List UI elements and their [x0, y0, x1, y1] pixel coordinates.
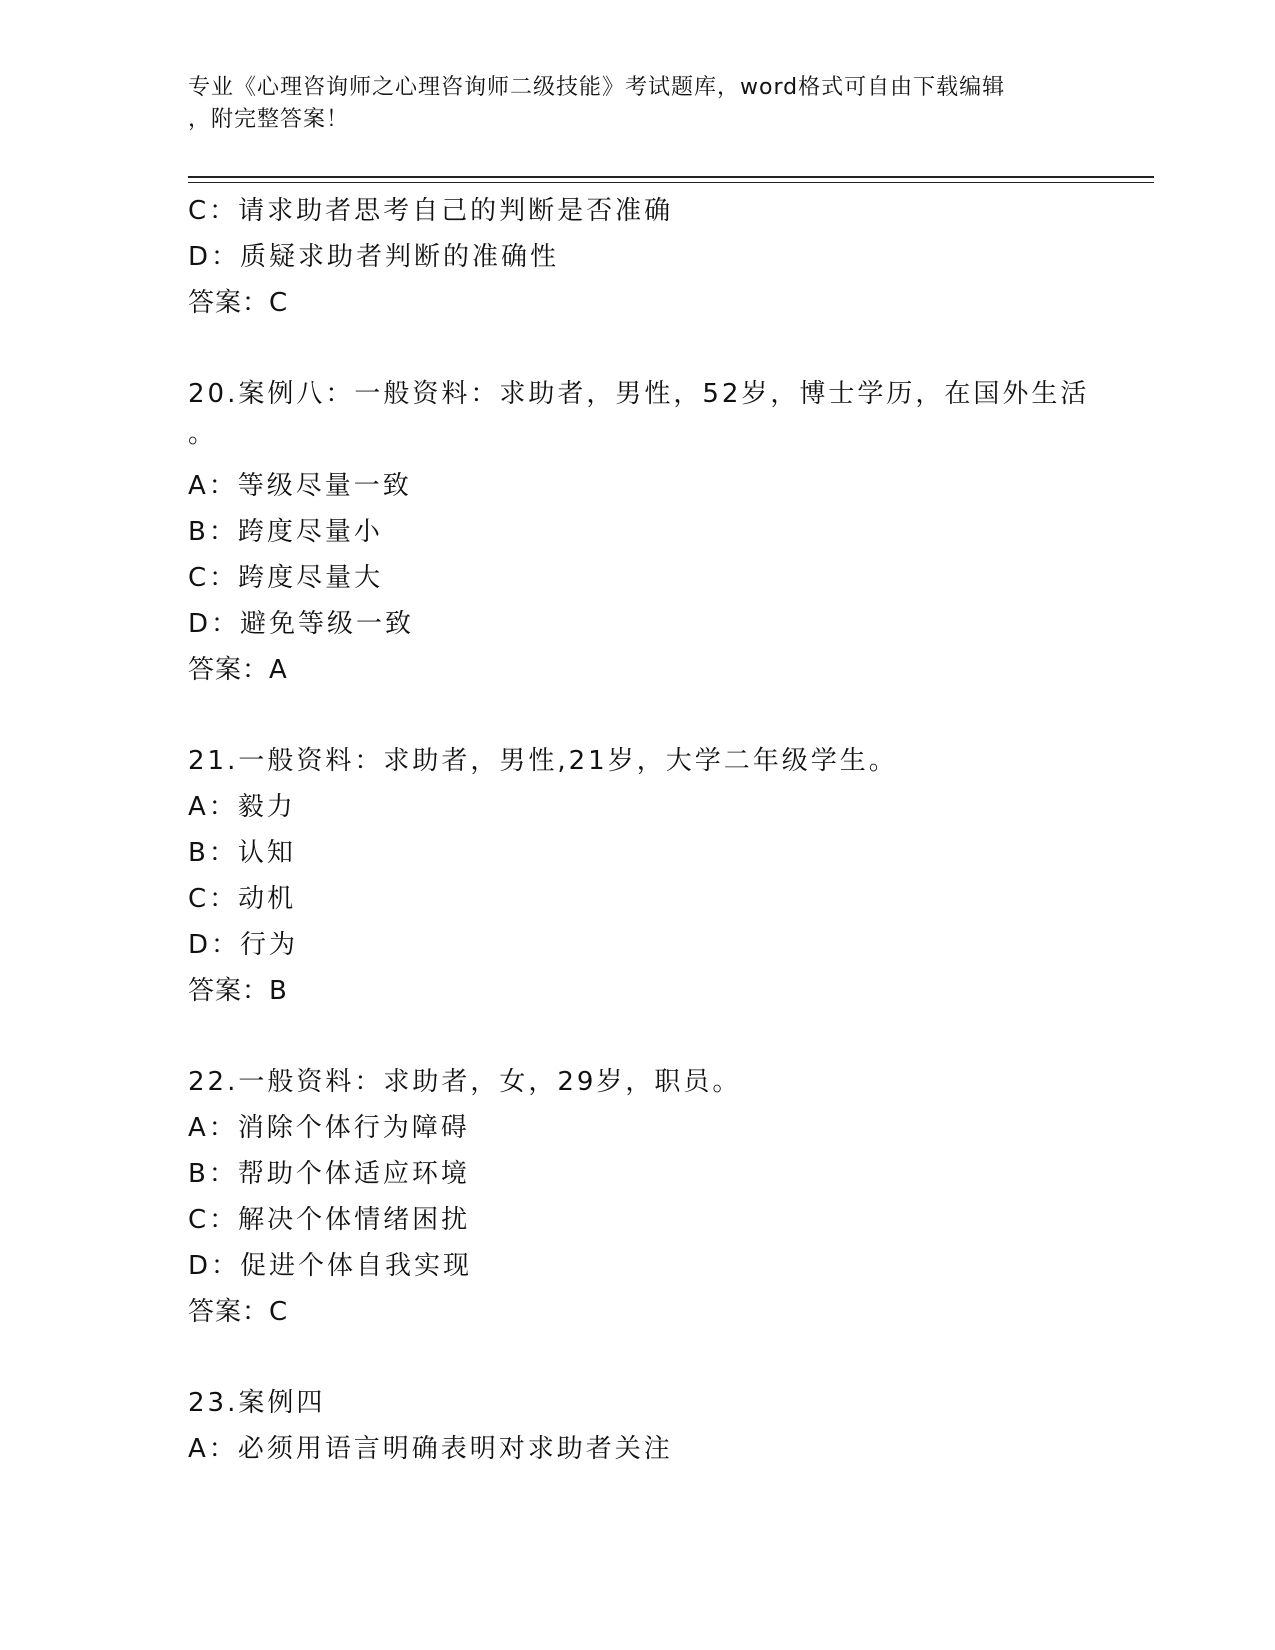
question-21-option-b: B：认知: [188, 838, 296, 868]
question-22-option-a: A：消除个体行为障碍: [188, 1113, 470, 1143]
question-22-answer: 答案：C: [188, 1297, 289, 1327]
question-list: [188, 188, 1148, 1472]
header-rule-thick: [188, 176, 1154, 178]
question-21-answer: 答案：B: [188, 976, 288, 1006]
question-20: 20.案例八：一般资料：求助者，男性，52岁，博士学历，在国外生活: [188, 379, 1090, 409]
header-rule-thin: [188, 182, 1154, 183]
question-23: 23.案例四: [188, 1388, 326, 1418]
question-20-option-a: A：等级尽量一致: [188, 471, 412, 501]
question-20-option-d: D：避免等级一致: [188, 609, 415, 639]
option-c: C：请求助者思考自己的判断是否准确: [188, 196, 674, 226]
question-20-option-b: B：跨度尽量小: [188, 517, 383, 547]
question-22-option-c: C：解决个体情绪困扰: [188, 1205, 471, 1235]
header-line-2: ，附完整答案！: [188, 107, 350, 132]
question-22-option-b: B：帮助个体适应环境: [188, 1159, 470, 1189]
header-line-1: 专业《心理咨询师之心理咨询师二级技能》考试题库，word格式可自由下载编辑: [188, 75, 1006, 100]
question-21-option-a: A：毅力: [188, 792, 296, 822]
document-header: [188, 72, 1088, 136]
question-20-continuation: 。: [188, 419, 215, 449]
question-21-option-c: C：动机: [188, 884, 297, 914]
question-21: 21.一般资料：求助者，男性,21岁，大学二年级学生。: [188, 746, 898, 776]
option-d: D：质疑求助者判断的准确性: [188, 242, 560, 272]
question-20-option-c: C：跨度尽量大: [188, 563, 384, 593]
question-22-option-d: D：促进个体自我实现: [188, 1251, 473, 1281]
question-23-option-a: A：必须用语言明确表明对求助者关注: [188, 1434, 673, 1464]
question-22: 22.一般资料：求助者，女，29岁，职员。: [188, 1067, 742, 1097]
question-21-option-d: D：行为: [188, 930, 299, 960]
question-20-answer: 答案：A: [188, 655, 288, 685]
answer: 答案：C: [188, 288, 289, 318]
